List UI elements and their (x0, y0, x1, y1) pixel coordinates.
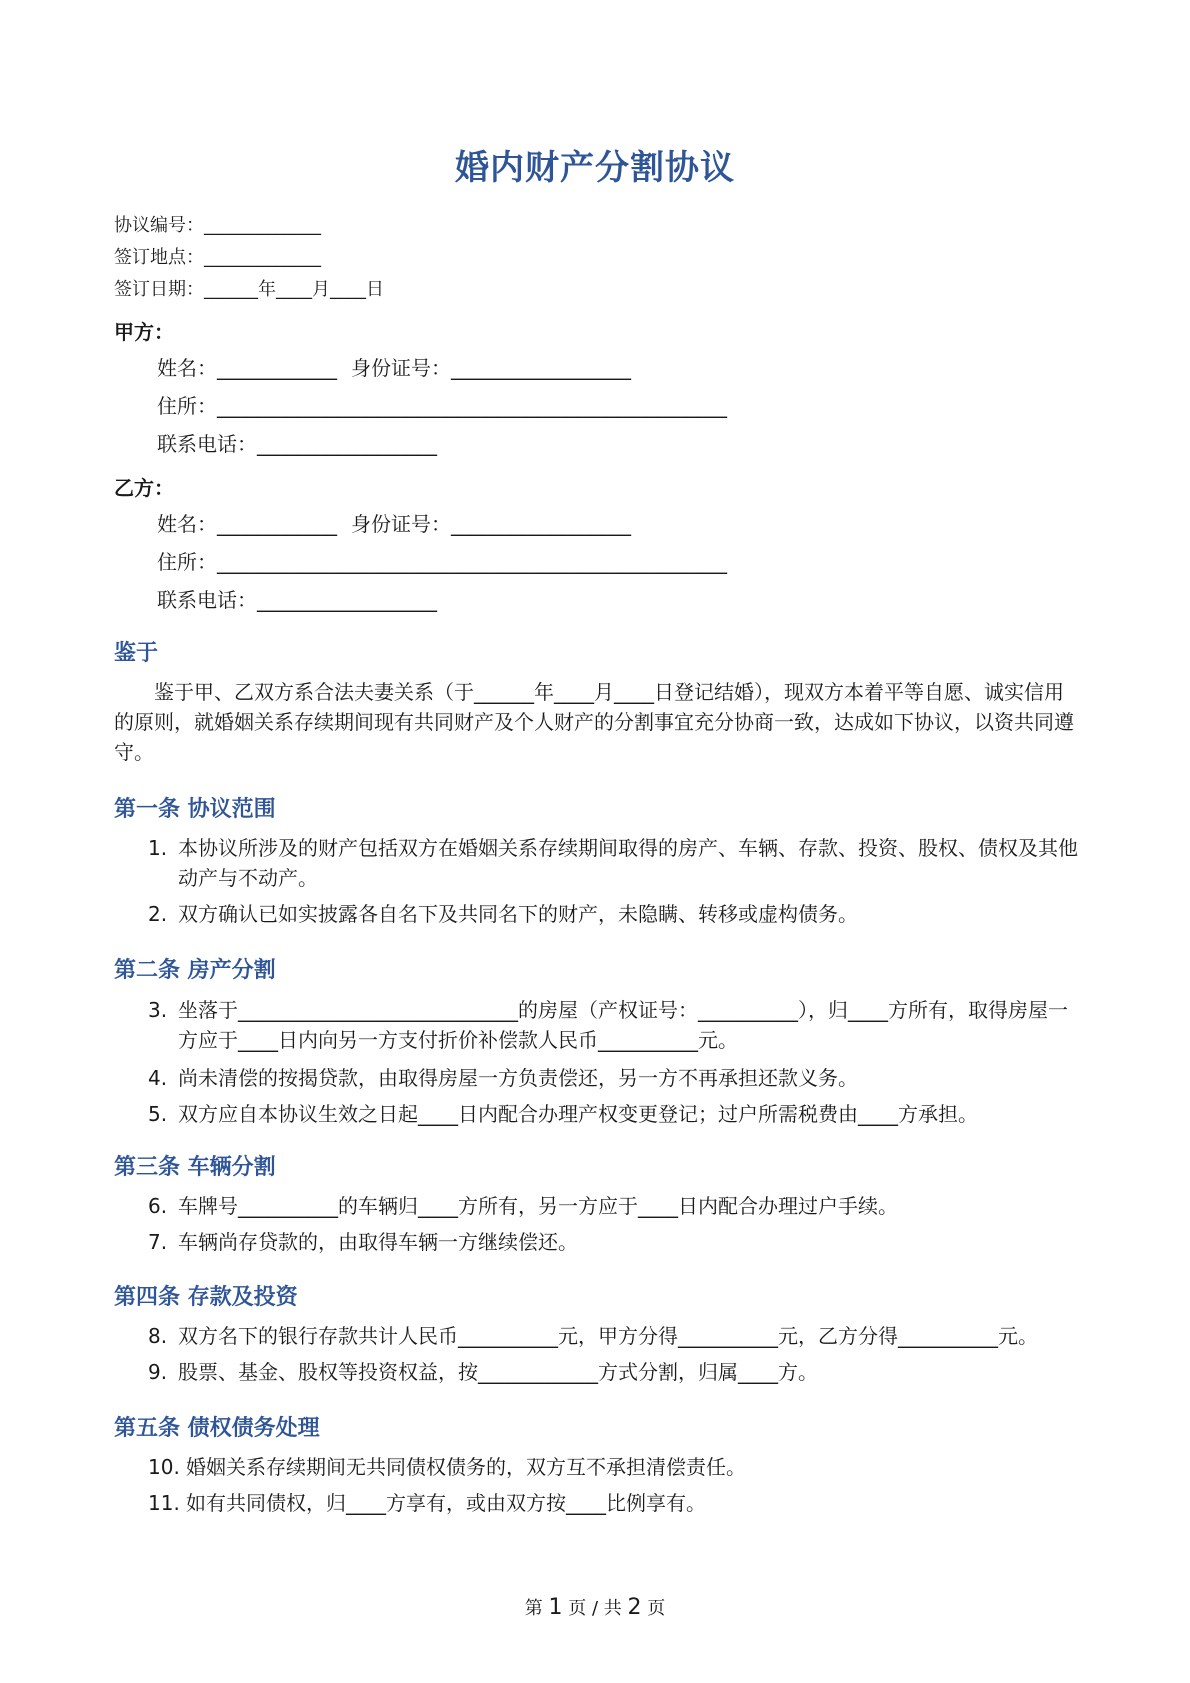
article-4-heading: 第四条 存款及投资 (114, 1285, 298, 1310)
party-a-name: 姓名：____________ (157, 356, 337, 380)
item-number: 9. (148, 1360, 168, 1384)
item-text: 双方名下的银行存款共计人民币__________元，甲方分得__________元，乙方分得__________元。 (178, 1324, 1038, 1348)
item-number: 3. (148, 998, 168, 1022)
party-a-phone: 联系电话：__________________ (157, 432, 437, 456)
list-item (148, 1099, 1078, 1129)
item-text: 双方确认已如实披露各自名下及共同名下的财产，未隐瞒、转移或虚构债务。 (178, 902, 858, 926)
list-item (148, 1321, 1078, 1351)
party-a-label: 甲方： (114, 320, 174, 344)
agreement-meta (114, 210, 384, 306)
article-3-heading: 第三条 车辆分割 (114, 1155, 276, 1180)
item-text: 车辆尚存贷款的，由取得车辆一方继续偿还。 (178, 1230, 578, 1254)
item-text: 如有共同债权，归____方享有，或由双方按____比例享有。 (186, 1491, 706, 1515)
list-item (148, 1488, 1078, 1518)
item-number: 2. (148, 902, 168, 926)
party-b-id-number: 身份证号：__________________ (351, 512, 631, 536)
signing-date: 签订日期：______年____月____日 (114, 279, 384, 300)
page-prefix: 第 (524, 1598, 543, 1619)
list-item (148, 1191, 1078, 1221)
list-item (148, 995, 1078, 1055)
agreement-number: 协议编号：_____________ (114, 215, 321, 236)
party-a-name-id-row (157, 349, 727, 387)
item-text: 股票、基金、股权等投资权益，按____________方式分割，归属____方。 (178, 1360, 818, 1384)
signing-place: 签订地点：_____________ (114, 247, 321, 268)
list-item (148, 1452, 1078, 1482)
item-text: 车牌号__________的车辆归____方所有，另一方应于____日内配合办理过户手续。 (178, 1194, 898, 1218)
party-a-id-number: 身份证号：__________________ (351, 356, 631, 380)
item-number: 10. (148, 1455, 180, 1479)
page-suffix: 页 (647, 1598, 666, 1619)
item-number: 8. (148, 1324, 168, 1348)
list-item (148, 833, 1078, 893)
item-text: 尚未清偿的按揭贷款，由取得房屋一方负责偿还，另一方不再承担还款义务。 (178, 1066, 858, 1090)
party-b-name: 姓名：____________ (157, 512, 337, 536)
whereas-paragraph: 鉴于甲、乙双方系合法夫妻关系（于______年____月____日登记结婚），现双方本着平等自愿、诚实信用的原则，就婚姻关系存续期间现有共同财产及个人财产的分割事宜充分协商一致，达成如下协议，以资共同遵守。 (114, 680, 1074, 764)
whereas-heading: 鉴于 (114, 641, 159, 666)
document-title: 婚内财产分割协议 (455, 148, 735, 188)
total-page-number: 2 (627, 1595, 642, 1620)
item-number: 5. (148, 1102, 168, 1126)
item-text: 双方应自本协议生效之日起____日内配合办理产权变更登记；过户所需税费由____方承担。 (178, 1102, 978, 1126)
article-2-heading: 第二条 房产分割 (114, 958, 276, 983)
article-1-heading: 第一条 协议范围 (114, 797, 276, 822)
item-number: 4. (148, 1066, 168, 1090)
item-number: 6. (148, 1194, 168, 1218)
item-number: 1. (148, 836, 168, 860)
page-footer (0, 1594, 1190, 1620)
item-text: 婚姻关系存续期间无共同债权债务的，双方互不承担清偿责任。 (186, 1455, 746, 1479)
item-number: 7. (148, 1230, 168, 1254)
item-text: 本协议所涉及的财产包括双方在婚姻关系存续期间取得的房产、车辆、存款、投资、股权、债权及其他动产与不动产。 (178, 836, 1078, 890)
party-a-details (157, 349, 727, 463)
item-text: 坐落于____________________________的房屋（产权证号：__________），归____方所有，取得房屋一方应于____日内向另一方支付折价补偿款人民币__________元。 (178, 998, 1068, 1052)
party-b-label: 乙方： (114, 476, 174, 500)
list-item (148, 1063, 1078, 1093)
current-page-number: 1 (548, 1595, 563, 1620)
party-b-phone: 联系电话：__________________ (157, 588, 437, 612)
article-5-heading: 第五条 债权债务处理 (114, 1416, 320, 1441)
list-item (148, 1357, 1078, 1387)
list-item (148, 899, 1078, 929)
list-item (148, 1227, 1078, 1257)
item-number: 11. (148, 1491, 180, 1515)
page-separator: 页 / 共 (568, 1598, 622, 1619)
party-b-name-id-row (157, 505, 727, 543)
party-b-address: 住所：___________________________________________________ (157, 550, 727, 574)
party-b-details (157, 505, 727, 619)
party-a-address: 住所：___________________________________________________ (157, 394, 727, 418)
